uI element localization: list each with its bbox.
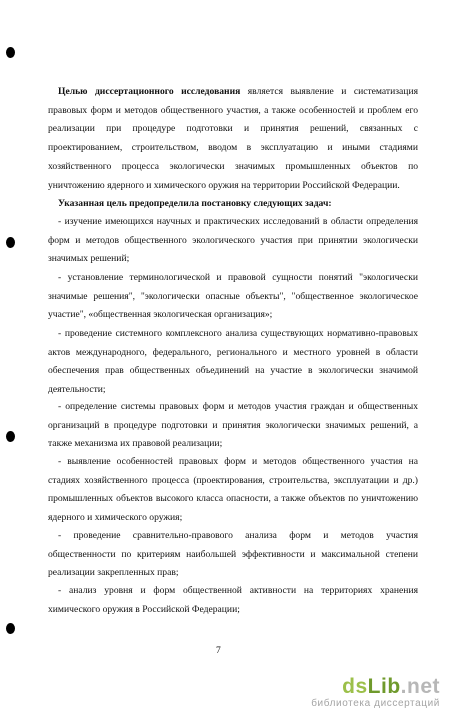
logo-ds: ds — [342, 675, 368, 698]
binder-hole-upper-middle — [6, 237, 15, 248]
task-2-text: - установление терминологической и правовой сущности понятий "экологически значимые решения", "экологически опасные объекты", "общественное экологическое участие", «общественная экологическая организация»; — [48, 272, 418, 321]
paragraph-task-7 — [48, 582, 418, 619]
paragraph-task-6 — [48, 527, 418, 583]
paragraph-task-4 — [48, 398, 418, 454]
task-5-text: - выявление особенностей правовых форм и методов общественного участия на стадиях хозяйственного процесса (проектирования, строительства, эксплуатации и др.) промышленных объектов высокого класса опасности, а также объектов по уничтожению ядерного и химического оружия; — [48, 456, 418, 524]
page-number: 7 — [216, 645, 221, 656]
binder-hole-top — [6, 47, 15, 58]
task-1-text: - изучение имеющихся научных и практических исследований в области определения форм и методов общественного экологического участия при принятии экологически значимых решений; — [48, 216, 418, 265]
task-3-text: - проведение системного комплексного анализа существующих нормативно-правовых актов международного, федерального, регионального и местного уровней в области обеспечения прав общественных объединений на участие в экологически значимой деятельности; — [48, 328, 418, 396]
paragraph-tasks-heading — [48, 195, 418, 214]
paragraph-task-5 — [48, 453, 418, 528]
dslib-logo — [311, 676, 440, 698]
paragraph-task-1 — [48, 213, 418, 269]
dslib-subtitle: библиотека диссертаций — [311, 698, 440, 709]
task-7-text: - анализ уровня и форм общественной активности на территориях хранения химического оружия в Российской Федерации; — [48, 585, 418, 615]
goal-lead: Целью диссертационного исследования — [58, 86, 241, 97]
logo-lib: Lib — [367, 675, 401, 698]
paragraph-goal — [48, 83, 418, 195]
task-4-text: - определение системы правовых форм и методов участия граждан и общественных организаций в процедуре подготовки и принятия экологически значимых решений, а также механизма их правовой реализации; — [48, 401, 418, 450]
binder-hole-bottom — [6, 623, 15, 634]
dslib-watermark — [311, 676, 440, 710]
task-6-text: - проведение сравнительно-правового анализа форм и методов участия общественности по критериям наибольшей эффективности и максимальной степени реализации закрепленных прав; — [48, 530, 418, 579]
binder-hole-lower-middle — [6, 431, 15, 442]
tasks-heading: Указанная цель предопределила постановку следующих задач: — [58, 198, 332, 209]
logo-net: .net — [400, 675, 440, 698]
paragraph-task-3 — [48, 325, 418, 400]
goal-text: является выявление и систематизация правовых форм и методов общественного участия, а также особенностей и проблем его реализации при процедуре подготовки и принятия решений, связанных с проектированием, строительством, вводом в эксплуатацию и иными стадиями хозяйственного процесса экологически значимых промышленных объектов по уничтожению ядерного и химического оружия на территории Российской Федерации. — [48, 86, 418, 191]
paragraph-task-2 — [48, 269, 418, 325]
